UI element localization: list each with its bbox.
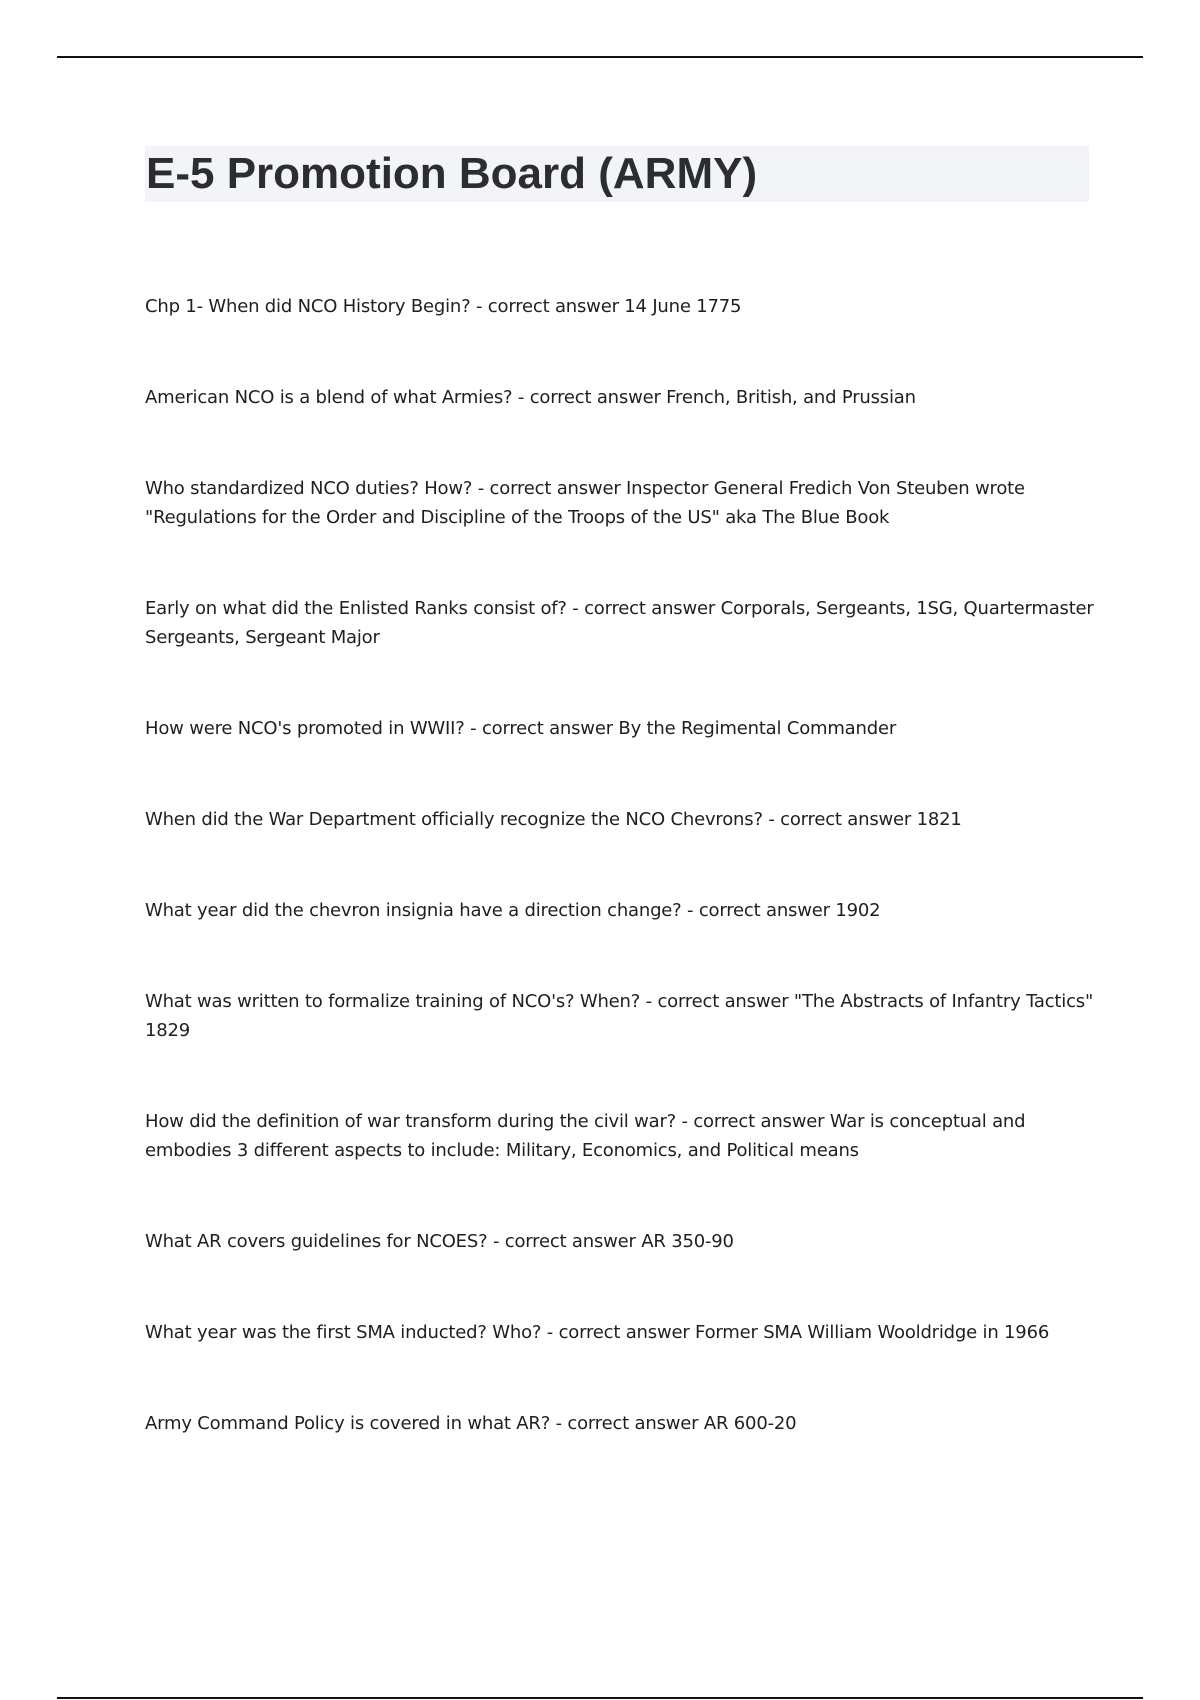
bottom-rule <box>57 1697 1143 1699</box>
qa-item: What was written to formalize training of NCO's? When? - correct answer "The Abstracts of Infantry Tactics" 1829 <box>145 991 1094 1041</box>
qa-list <box>145 292 1095 1438</box>
qa-item: Who standardized NCO duties? How? - correct answer Inspector General Fredich Von Steuben wrote "Regulations for the Order and Discipline of the Troops of the US" aka The Blue Book <box>145 478 1025 528</box>
qa-item: When did the War Department officially recognize the NCO Chevrons? - correct answer 1821 <box>145 809 962 830</box>
qa-item: Army Command Policy is covered in what AR? - correct answer AR 600-20 <box>145 1413 797 1434</box>
qa-item: What year did the chevron insignia have a direction change? - correct answer 1902 <box>145 900 881 921</box>
qa-item: Chp 1- When did NCO History Begin? - correct answer 14 June 1775 <box>145 296 742 317</box>
qa-item: What AR covers guidelines for NCOES? - correct answer AR 350-90 <box>145 1231 734 1252</box>
page-title: E-5 Promotion Board (ARMY) <box>146 149 758 198</box>
qa-item: How were NCO's promoted in WWII? - correct answer By the Regimental Commander <box>145 718 897 739</box>
top-rule <box>57 56 1143 58</box>
qa-item: American NCO is a blend of what Armies? - correct answer French, British, and Prussian <box>145 387 916 408</box>
qa-item: Early on what did the Enlisted Ranks consist of? - correct answer Corporals, Sergeants, 1SG, Quartermaster Sergeants, Sergeant Major <box>145 598 1094 648</box>
qa-item: How did the definition of war transform during the civil war? - correct answer War is conceptual and embodies 3 different aspects to include: Military, Economics, and Political means <box>145 1111 1026 1161</box>
qa-item: What year was the first SMA inducted? Who? - correct answer Former SMA William Wooldridge in 1966 <box>145 1322 1050 1343</box>
